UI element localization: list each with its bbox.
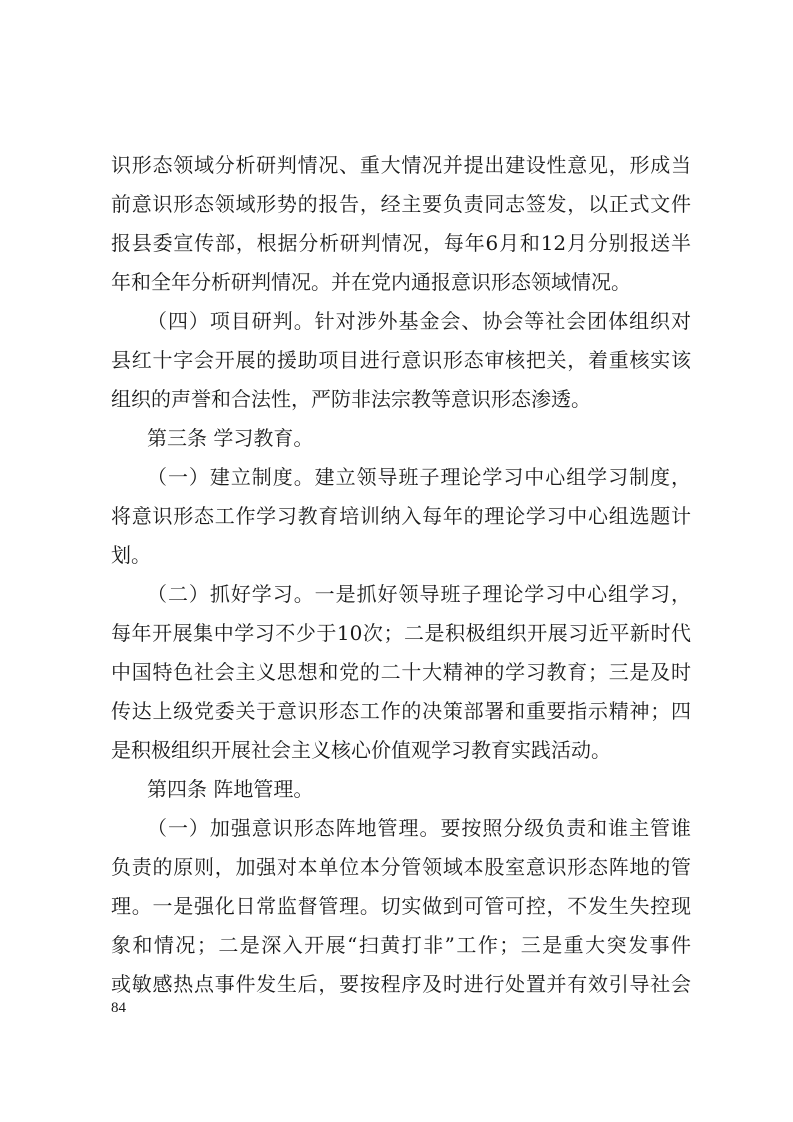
text-line: 象和情况；二是深入开展“扫黄打非”工作；三是重大突发事件 — [111, 933, 691, 957]
text-line: 传达上级党委关于意识形态工作的决策部署和重要指示精神；四 — [111, 699, 691, 723]
text-line: 每年开展集中学习不少于10次；二是积极组织开展习近平新时代 — [111, 621, 691, 645]
text-line: 前意识形态领域形势的报告，经主要负责同志签发，以正式文件 — [111, 192, 691, 216]
text-line: 负责的原则，加强对本单位本分管领域本股室意识形态阵地的管 — [111, 855, 691, 879]
text-line: 县红十字会开展的援助项目进行意识形态审核把关，着重核实该 — [111, 348, 691, 372]
document-body — [111, 146, 691, 1004]
article-heading: 第四条 阵地管理。 — [147, 777, 314, 801]
paragraph-start-line: （四）项目研判。针对涉外基金会、协会等社会团体组织对 — [147, 309, 691, 333]
text-line: 年和全年分析研判情况。并在党内通报意识形态领域情况。 — [111, 270, 631, 294]
page-number: 84 — [111, 1000, 126, 1016]
text-line: 中国特色社会主义思想和党的二十大精神的学习教育；三是及时 — [111, 660, 691, 684]
text-line: 将意识形态工作学习教育培训纳入每年的理论学习中心组选题计 — [111, 504, 691, 528]
article-heading: 第三条 学习教育。 — [147, 426, 314, 450]
text-line: 组织的声誉和合法性，严防非法宗教等意识形态渗透。 — [111, 387, 591, 411]
text-line: 划。 — [111, 543, 151, 567]
text-line: 或敏感热点事件发生后，要按程序及时进行处置并有效引导社会 — [111, 972, 691, 996]
paragraph-start-line: （一）建立制度。建立领导班子理论学习中心组学习制度， — [147, 465, 691, 489]
text-line: 报县委宣传部，根据分析研判情况，每年6月和12月分别报送半 — [111, 231, 691, 255]
text-line: 是积极组织开展社会主义核心价值观学习教育实践活动。 — [111, 738, 611, 762]
paragraph-start-line: （一）加强意识形态阵地管理。要按照分级负责和谁主管谁 — [147, 816, 691, 840]
paragraph-start-line: （二）抓好学习。一是抓好领导班子理论学习中心组学习， — [147, 582, 691, 606]
text-line: 理。一是强化日常监督管理。切实做到可管可控，不发生失控现 — [111, 894, 691, 918]
text-line: 识形态领域分析研判情况、重大情况并提出建设性意见，形成当 — [111, 153, 691, 177]
